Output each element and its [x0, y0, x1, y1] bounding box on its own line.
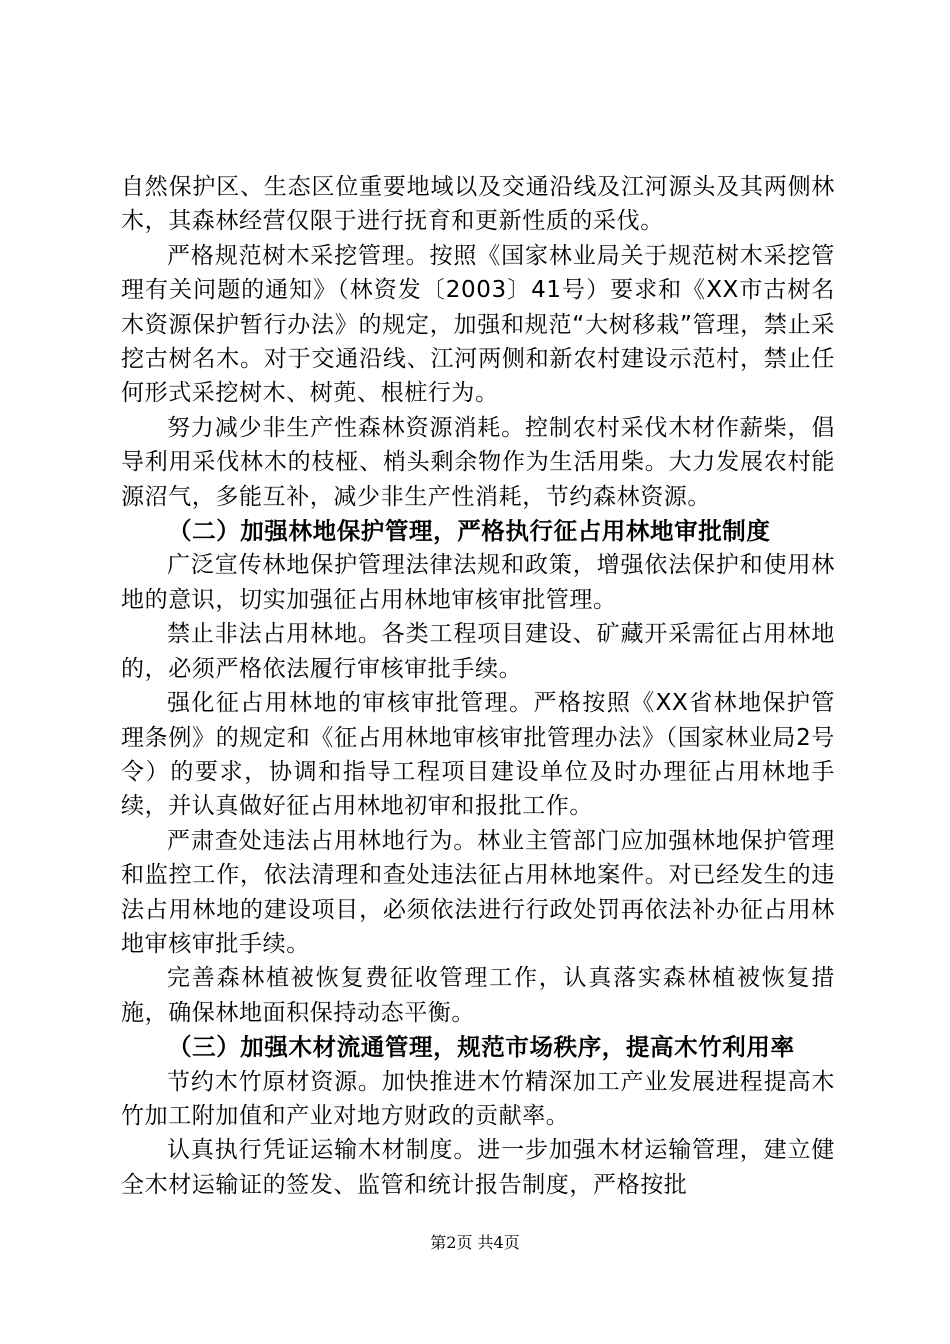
paragraph-4: 广泛宣传林地保护管理法律法规和政策，增强依法保护和使用林地的意识，切实加强征占用林地审核审批管理。 — [121, 552, 835, 613]
paragraph-8: 完善森林植被恢复费征收管理工作，认真落实森林植被恢复措施，确保林地面积保持动态平衡。 — [121, 965, 835, 1026]
section-heading-3: （三）加强木材流通管理，规范市场秩序，提高木竹利用率 — [168, 1033, 795, 1062]
paragraph-10: 认真执行凭证运输木材制度。进一步加强木材运输管理，建立健全木材运输证的签发、监管和统计报告制度，严格按批 — [121, 1137, 835, 1198]
paragraph-7: 严肃查处违法占用林地行为。林业主管部门应加强林地保护管理和监控工作，依法清理和查处违法征占用林地案件。对已经发生的违法占用林地的建设项目，必须依法进行行政处罚再依法补办征占用林地审核审批手续。 — [121, 827, 835, 957]
paragraph-3: 努力减少非生产性森林资源消耗。控制农村采伐木材作薪柴，倡导利用采伐林木的枝桠、梢头剩余物作为生活用柴。大力发展农村能源沼气，多能互补，减少非生产性消耗，节约森林资源。 — [121, 414, 835, 510]
paragraph-2: 严格规范树木采挖管理。按照《国家林业局关于规范树木采挖管理有关问题的通知》（林资发〔2003〕41号）要求和《XX市古树名木资源保护暂行办法》的规定，加强和规范“大树移栽”管理，禁止采挖古树名木。对于交通沿线、江河两侧和新农村建设示范村，禁止任何形式采挖树木、树蔸、根桩行为。 — [121, 242, 835, 407]
document-body — [121, 170, 835, 1202]
section-heading-2: （二）加强林地保护管理，严格执行征占用林地审批制度 — [168, 517, 771, 546]
paragraph-1: 自然保护区、生态区位重要地域以及交通沿线及江河源头及其两侧林木，其森林经营仅限于进行抚育和更新性质的采伐。 — [121, 174, 835, 235]
paragraph-5: 禁止非法占用林地。各类工程项目建设、矿藏开采需征占用林地的，必须严格依法履行审核审批手续。 — [121, 621, 835, 682]
paragraph-9: 节约木竹原材资源。加快推进木竹精深加工产业发展进程提高木竹加工附加值和产业对地方财政的贡献率。 — [121, 1068, 835, 1129]
paragraph-6: 强化征占用林地的审核审批管理。严格按照《XX省林地保护管理条例》的规定和《征占用林地审核审批管理办法》（国家林业局2号令）的要求，协调和指导工程项目建设单位及时办理征占用林地手续，并认真做好征占用林地初审和报批工作。 — [121, 690, 835, 820]
page-footer: 第2页 共4页 — [430, 1233, 520, 1252]
